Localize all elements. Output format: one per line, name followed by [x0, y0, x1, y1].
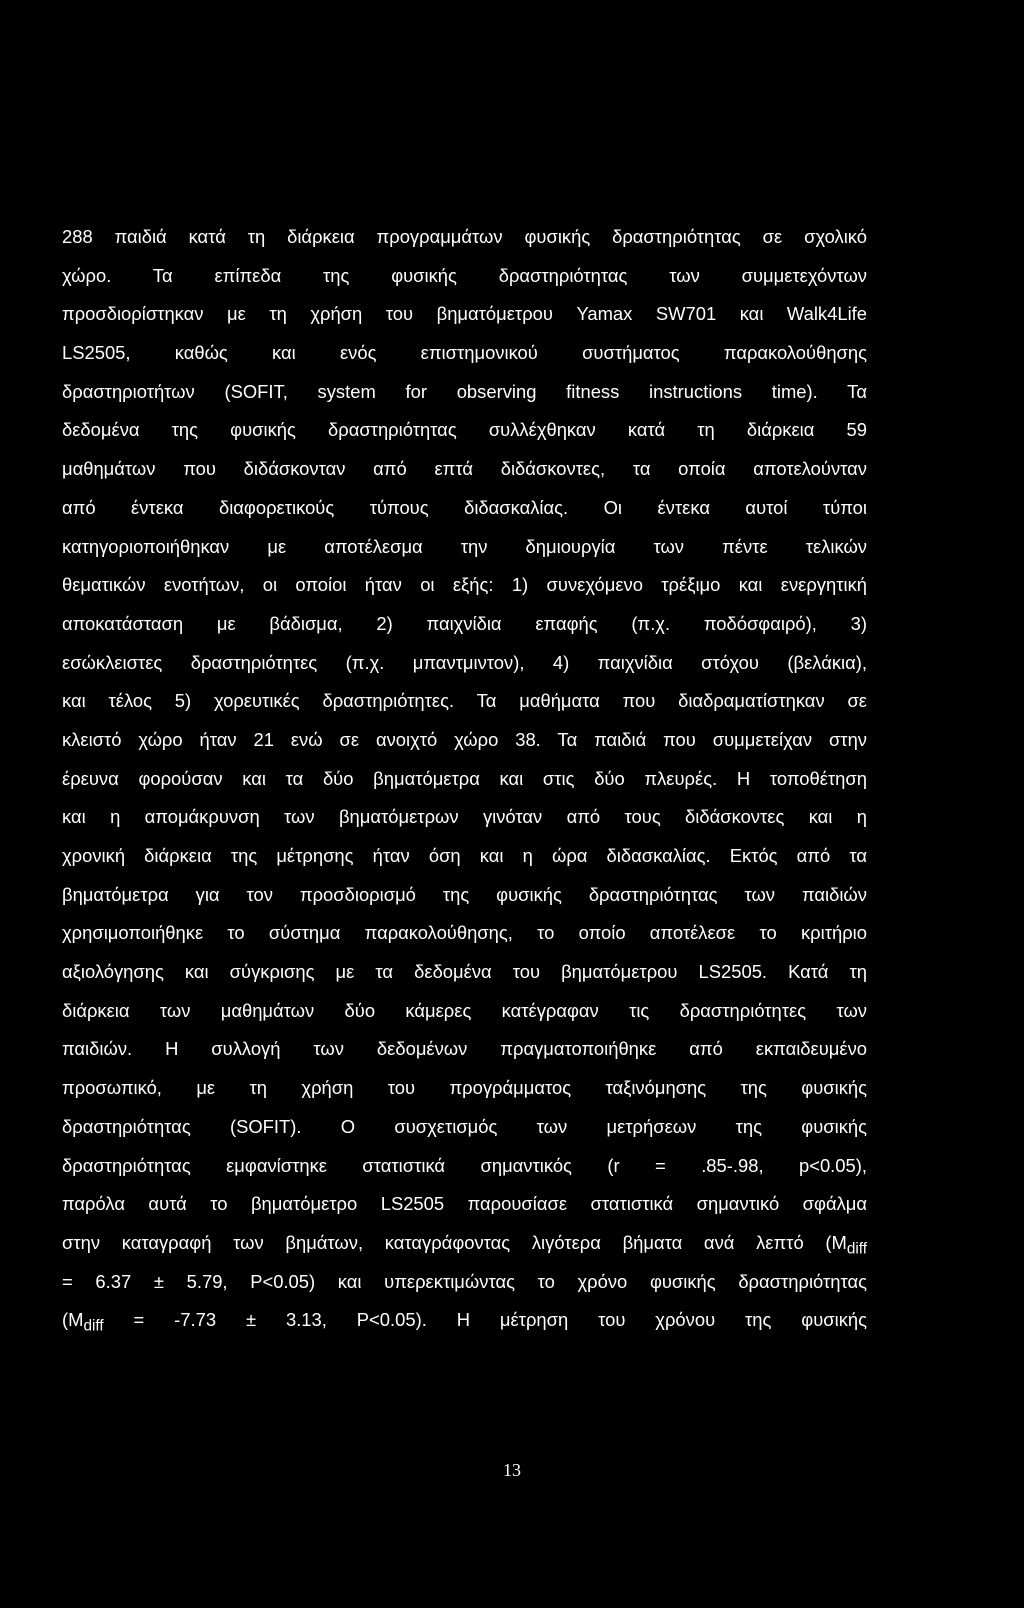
- text-line: χρησιμοποιήθηκε το σύστημα παρακολούθησης, το οποίο αποτέλεσε το κριτήριο: [62, 922, 867, 944]
- text-line: [62, 1224, 867, 1263]
- text-line: διάρκεια των μαθημάτων δύο κάμερες κατέγραφαν τις δραστηριότητες των: [62, 999, 867, 1021]
- text-line: αξιολόγησης και σύγκρισης με τα δεδομένα του βηματόμετρου LS2505. Κατά τη: [62, 961, 867, 983]
- text-line: παιδιών. Η συλλογή των δεδομένων πραγματοποιήθηκε από εκπαιδευμένο: [62, 1038, 867, 1060]
- text-line: δραστηριότητας εμφανίστηκε στατιστικά σημαντικός (r = .85-.98, p<0.05),: [62, 1154, 867, 1176]
- text-line: χώρο. Τα επίπεδα της φυσικής δραστηριότητας των συμμετεχόντων: [62, 264, 867, 286]
- text-line: και η απομάκρυνση των βηματόμετρων γινόταν από τους διδάσκοντες και η: [62, 806, 867, 828]
- text-line: θεματικών ενοτήτων, οι οποίοι ήταν οι εξής: 1) συνεχόμενο τρέξιμο και ενεργητική: [62, 574, 867, 596]
- text-line: έρευνα φορούσαν και τα δύο βηματόμετρα και στις δύο πλευρές. Η τοποθέτηση: [62, 767, 867, 789]
- text-line: δραστηριοτήτων (SOFIT, system for observing fitness instructions time). Τα: [62, 380, 867, 402]
- text-segment: (M: [62, 1309, 84, 1331]
- text-line: κατηγοριοποιήθηκαν με αποτέλεσμα την δημιουργία των πέντε τελικών: [62, 535, 867, 557]
- text-line: από έντεκα διαφορετικούς τύπους διδασκαλίας. Οι έντεκα αυτοί τύποι: [62, 496, 867, 518]
- text-line: αποκατάσταση με βάδισμα, 2) παιχνίδια επαφής (π.χ. ποδόσφαιρό), 3): [62, 612, 867, 634]
- text-line: και τέλος 5) χορευτικές δραστηριότητες. Τα μαθήματα που διαδραματίστηκαν σε: [62, 690, 867, 712]
- text-line: δεδομένα της φυσικής δραστηριότητας συλλέχθηκαν κατά τη διάρκεια 59: [62, 419, 867, 441]
- text-line: δραστηριότητας (SOFIT). Ο συσχετισμός των μετρήσεων της φυσικής: [62, 1115, 867, 1137]
- text-line: παρόλα αυτά το βηματόμετρο LS2505 παρουσίασε στατιστικά σημαντικό σφάλμα: [62, 1193, 867, 1215]
- text-line: βηματόμετρα για τον προσδιορισμό της φυσικής δραστηριότητας των παιδιών: [62, 883, 867, 905]
- text-segment: = -7.73 ± 3.13, P<0.05). Η μέτρηση του χρόνου της φυσικής: [103, 1309, 867, 1331]
- subscript-diff: diff: [846, 1240, 867, 1258]
- text-line: μαθημάτων που διδάσκονταν από επτά διδάσκοντες, τα οποία αποτελούνταν: [62, 458, 867, 480]
- text-line: [62, 1301, 867, 1340]
- text-line: κλειστό χώρο ήταν 21 ενώ σε ανοιχτό χώρο 38. Τα παιδιά που συμμετείχαν στην: [62, 728, 867, 750]
- text-segment: στην καταγραφή των βημάτων, καταγράφοντας λιγότερα βήματα ανά λεπτό (M: [62, 1231, 847, 1253]
- text-line: χρονική διάρκεια της μέτρησης ήταν όση και η ώρα διδασκαλίας. Εκτός από τα: [62, 845, 867, 866]
- text-line: LS2505, καθώς και ενός επιστημονικού συστήματος παρακολούθησης: [62, 342, 867, 364]
- text-line: προσδιορίστηκαν με τη χρήση του βηματόμετρου Yamax SW701 και Walk4Life: [62, 303, 867, 325]
- body-paragraph: [62, 218, 867, 1340]
- text-line: εσώκλειστες δραστηριότητες (π.χ. μπαντμιντον), 4) παιχνίδια στόχου (βελάκια),: [62, 651, 867, 673]
- text-line: = 6.37 ± 5.79, P<0.05) και υπερεκτιμώντας το χρόνο φυσικής δραστηριότητας: [62, 1270, 867, 1292]
- page-number: 13: [503, 1460, 521, 1480]
- text-line: 288 παιδιά κατά τη διάρκεια προγραμμάτων φυσικής δραστηριότητας σε σχολικό: [62, 226, 867, 247]
- text-line: προσωπικό, με τη χρήση του προγράμματος ταξινόμησης της φυσικής: [62, 1077, 867, 1099]
- subscript-diff: diff: [83, 1317, 104, 1335]
